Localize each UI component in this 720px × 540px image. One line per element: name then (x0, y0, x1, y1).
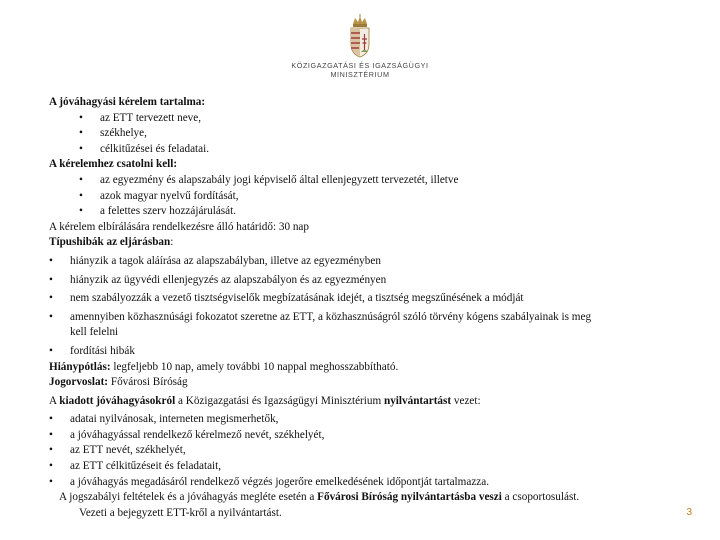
list-item: • nem szabályozzák a vezető tisztségviselők megbízatásának idejét, a tisztség megszűnésének a módját (49, 291, 674, 307)
list-item: • székhelye, (49, 126, 674, 142)
bullet-icon: • (79, 189, 83, 202)
list-item: • fordítási hibák (49, 344, 674, 360)
list-item: • célkitűzései és feladatai. (49, 142, 674, 158)
bullet-icon: • (49, 413, 53, 426)
list-item: • a jóváhagyással rendelkező kérelmező nevét, székhelyét, (49, 428, 674, 444)
list-item: • az egyezmény és alapszabály jogi képviselő által ellenjegyzett tervezetét, illetve (49, 173, 674, 189)
heading-typical-errors: Típushibák az eljárásban: (49, 236, 174, 249)
final-paragraph-line2: Vezeti a bejegyzett ETT-kről a nyilvántartást. (79, 506, 282, 519)
bullet-icon: • (79, 142, 83, 155)
list-item: • adatai nyilvánosak, interneten megismerhetők, (49, 412, 674, 428)
registry-intro: A kiadott jóváhagyásokról a Közigazgatási és Igazságügyi Minisztérium nyilvántartást vezet: (49, 394, 481, 407)
list-item: • a felettes szerv hozzájárulását. (49, 204, 674, 220)
coat-of-arms-icon (347, 14, 373, 58)
page-number: 3 (686, 507, 692, 518)
bullet-icon: • (49, 310, 53, 323)
heading-request-content: A jóváhagyási kérelem tartalma: (49, 96, 206, 108)
slide-content (49, 95, 674, 521)
list-item: • amennyiben közhasznúsági fokozatot szeretne az ETT, a közhasznúságról szóló törvény kógens szabályainak is meg (49, 310, 674, 326)
list-item: • az ETT célkitűzéseit és feladatait, (49, 459, 674, 475)
list-item: • hiányzik a tagok aláírása az alapszabályban, illetve az egyezményben (49, 254, 674, 270)
list-item: • az ETT nevét, székhelyét, (49, 443, 674, 459)
bullet-icon: • (79, 111, 83, 124)
bullet-icon: • (79, 173, 83, 186)
bullet-icon: • (49, 254, 53, 267)
bullet-icon: • (49, 428, 53, 441)
bullet-icon: • (79, 205, 83, 218)
ministry-name-line1: KÖZIGAZGATÁSI ÉS IGAZSÁGÜGYI (291, 61, 429, 70)
bullet-icon: • (49, 460, 53, 473)
legal-remedy-text: Jogorvoslat: Fővárosi Bíróság (49, 376, 188, 389)
list-item: • azok magyar nyelvű fordítását, (49, 189, 674, 205)
list-item-continuation: kell felelni (70, 326, 119, 339)
deadline-text: A kérelem elbírálására rendelkezésre álló határidő: 30 nap (49, 220, 309, 233)
bullet-icon: • (49, 475, 53, 488)
missing-documents-text: Hiánypótlás: legfeljebb 10 nap, amely további 10 nappal meghosszabbítható. (49, 360, 399, 373)
list-item: • az ETT tervezett neve, (49, 111, 674, 127)
bullet-icon: • (79, 127, 83, 140)
list-item: • hiányzik az ügyvédi ellenjegyzés az alapszabályon és az egyezményen (49, 273, 674, 289)
ministry-name-line2: MINISZTÉRIUM (330, 70, 390, 79)
bullet-icon: • (49, 273, 53, 286)
bullet-icon: • (49, 444, 53, 457)
bullet-icon: • (49, 292, 53, 305)
bullet-icon: • (49, 344, 53, 357)
final-paragraph: A jogszabályi feltételek és a jóváhagyás megléte esetén a Fővárosi Bíróság nyilvántartásba veszi a csoportosulást. (59, 491, 580, 504)
heading-attachments: A kérelemhez csatolni kell: (49, 158, 178, 171)
ministry-logo (286, 14, 434, 84)
list-item: • a jóváhagyás megadásáról rendelkező végzés jogerőre emelkedésének időpontját tartalmazza. (49, 475, 674, 491)
